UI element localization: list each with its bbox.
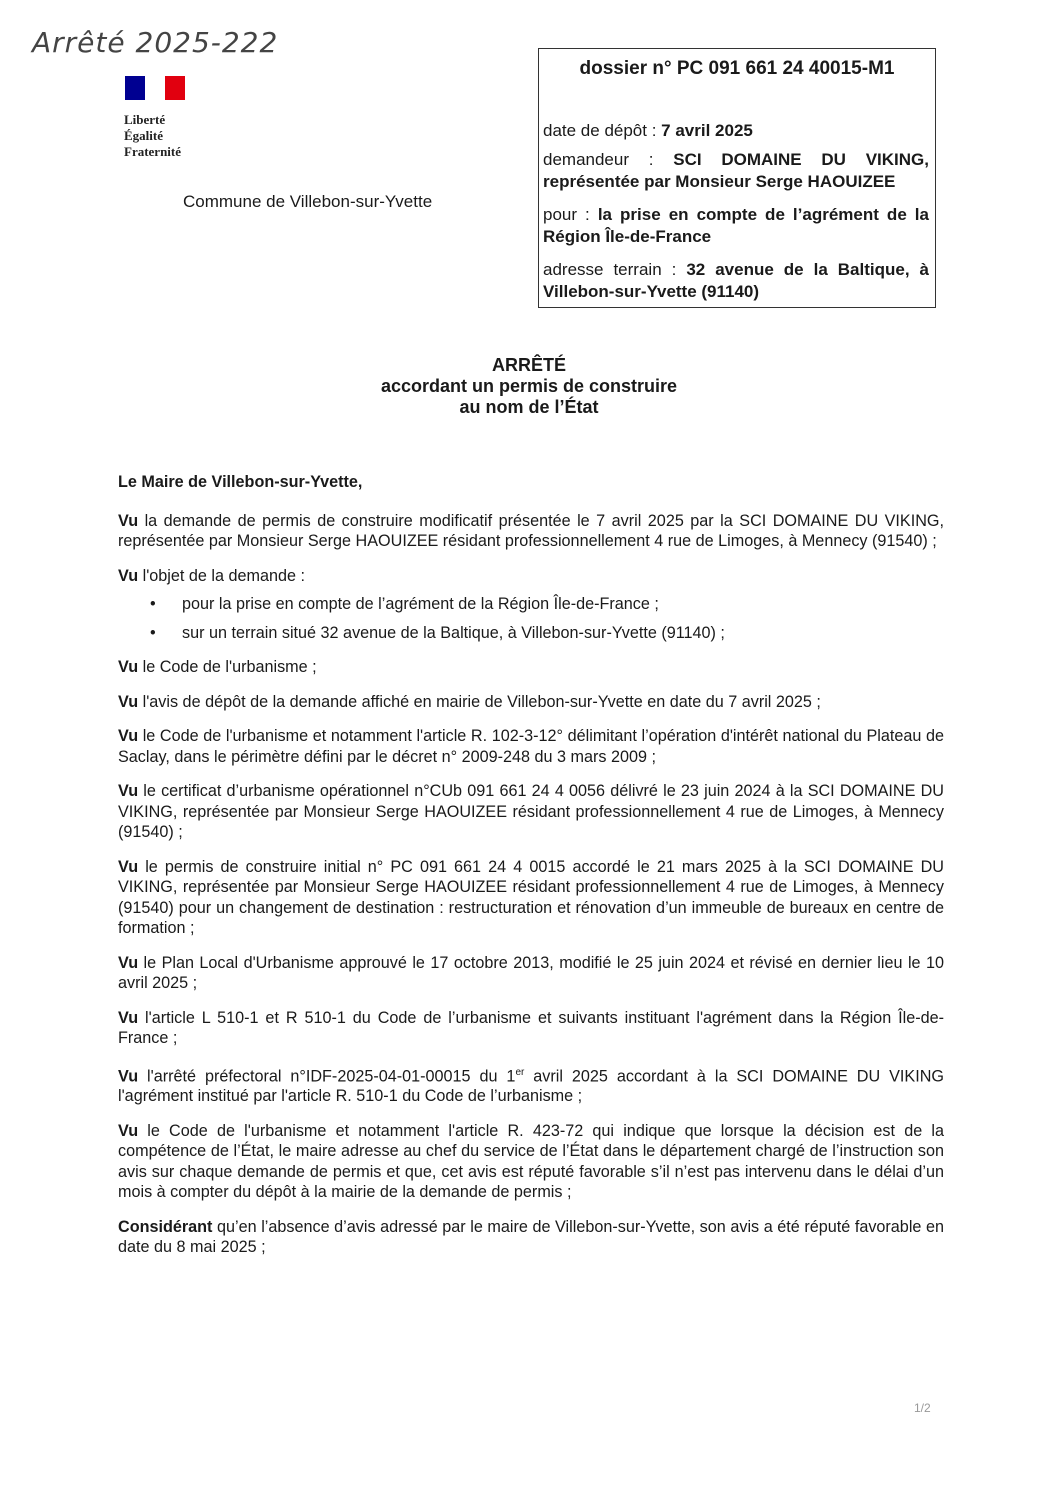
vu-text: le Code de l'urbanisme et notamment l'article R. 423-72 qui indique que lorsque la décision est de la compétence de l’État, le maire adresse au chef du service de l’État dans le département chargé de l’instruction son avis sur chaque demande de permis et que, cet avis est réputé favorable s’il n’est pas intervenu dans le délai d’un mois à compter du dépôt à la mairie de la demande de permis ; [118, 1121, 944, 1202]
vu-text: le Code de l'urbanisme ; [138, 658, 317, 676]
pour-value: la prise en compte de l’agrément de la Région Île-de-France [543, 205, 929, 246]
vu-text: l'article L 510-1 et R 510-1 du Code de l’urbanisme et suivants instituant l'agrément dans la Région Île-de-France ; [118, 1008, 944, 1047]
objet-list [118, 594, 944, 643]
vu-label: Vu [118, 1121, 139, 1140]
vu-text: le Code de l'urbanisme et notamment l'article R. 102-3-12° délimitant l’opération d'intérêt national du Plateau de Saclay, dans le périmètre défini par le décret n° 2009-248 du 3 mars 2009 ; [118, 727, 944, 766]
vu-label: Vu [118, 953, 139, 972]
vu-text: l'arrêté préfectoral n°IDF-2025-04-01-00015 du 1 [138, 1066, 516, 1085]
pour-label: pour : [543, 205, 590, 224]
vu-label: Vu [118, 1008, 139, 1027]
vu-text: avril 2025 accordant à la SCI DOMAINE DU VIKING l'agrément institué par l'article R. 510-1 du Code de l’urbanisme ; [118, 1066, 945, 1106]
adresse-value: 32 avenue de la Baltique, à Villebon-sur-Yvette (91140) [543, 260, 929, 301]
list-item: • sur un terrain situé 32 avenue de la Baltique, à Villebon-sur-Yvette (91140) ; [118, 623, 944, 644]
maire-heading: Le Maire de Villebon-sur-Yvette, [118, 473, 363, 491]
republic-motto [124, 112, 181, 160]
vu-label: Vu [118, 727, 139, 745]
vu-label: Vu [118, 1066, 139, 1085]
commune-name: Commune de Villebon-sur-Yvette [183, 192, 433, 211]
vu-paragraph-1 [118, 511, 944, 552]
vu-text: l'avis de dépôt de la demande affiché en mairie de Villebon-sur-Yvette en date du 7 avril 2025 ; [138, 692, 821, 711]
date-value: 7 avril 2025 [661, 121, 753, 140]
vu-text: le permis de construire initial n° PC 091 661 24 4 0015 accordé le 21 mars 2025 à la SCI DOMAINE DU VIKING, représentée par Monsieur Serge HAOUIZEE résidant professionnellement 4 rue de Limoges, à Mennecy (91540) pour un changement de destination : restructuration et rénovation d’un immeuble de bureaux en centre de formation ; [118, 857, 944, 937]
dossier-demandeur [543, 149, 929, 193]
title-line-3: au nom de l’État [459, 397, 599, 417]
vu-paragraph-3 [118, 657, 944, 678]
motto-egalite: Égalité [124, 128, 163, 143]
vu-paragraph-2 [118, 566, 944, 587]
dossier-date [543, 120, 929, 142]
motto-fraternite: Fraternité [124, 144, 182, 159]
vu-text: le Plan Local d'Urbanisme approuvé le 17 octobre 2013, modifié le 25 juin 2024 et révisé en dernier lieu le 10 avril 2025 ; [118, 953, 944, 992]
vu-paragraph-7 [118, 857, 944, 939]
vu-label: Vu [118, 782, 139, 800]
dossier-number: dossier n° PC 091 661 24 40015-M1 [579, 58, 895, 79]
demandeur-label: demandeur : [543, 150, 654, 169]
arrete-title [0, 355, 1058, 418]
title-line-2: accordant un permis de construire [380, 376, 678, 396]
vu-label: Vu [118, 566, 139, 585]
page-number: 1/2 [914, 1401, 931, 1415]
vu-label: Vu [118, 857, 139, 876]
adresse-label: adresse terrain : [543, 260, 677, 279]
vu-paragraph-6 [118, 781, 944, 843]
vu-text: la demande de permis de construire modificatif présentée le 7 avril 2025 par la SCI DOMAINE DU VIKING, représentée par Monsieur Serge HAOUIZEE résidant professionnellement 4 rue de Limoges, à Mennecy (91540) ; [118, 511, 944, 550]
dossier-pour [543, 204, 929, 248]
motto-liberte: Liberté [124, 112, 166, 127]
vu-paragraph-5 [118, 726, 944, 767]
vu-label: Vu [118, 692, 139, 711]
title-line-1: ARRÊTÉ [491, 355, 566, 375]
arrete-body [118, 472, 944, 1272]
considerant-paragraph [118, 1217, 944, 1258]
marianne-flag-icon [125, 76, 185, 100]
vu-text: le certificat d’urbanisme opérationnel n°CUb 091 661 24 4 0056 délivré le 23 juin 2024 à la SCI DOMAINE DU VIKING, représentée par Monsieur Serge HAOUIZEE résidant professionnellement 4 rue de Limoges, à Mennecy (91540) ; [118, 782, 944, 841]
superscript: er [515, 1066, 525, 1078]
handwritten-note: Arrêté 2025-222 [32, 26, 279, 59]
vu-text: l'objet de la demande : [138, 566, 305, 585]
vu-paragraph-11 [118, 1121, 944, 1203]
considerant-text: qu’en l’absence d’avis adressé par le maire de Villebon-sur-Yvette, son avis a été réputé favorable en date du 8 mai 2025 ; [118, 1217, 944, 1257]
list-item: • pour la prise en compte de l’agrément de la Région Île-de-France ; [118, 594, 944, 615]
demandeur-value: SCI DOMAINE DU VIKING, représentée par Monsieur Serge HAOUIZEE [543, 150, 930, 191]
considerant-label: Considérant [118, 1217, 213, 1236]
vu-paragraph-9 [118, 1008, 944, 1049]
vu-paragraph-4 [118, 692, 944, 713]
vu-label: Vu [118, 511, 139, 530]
vu-label: Vu [118, 658, 139, 676]
date-label: date de dépôt : [543, 121, 657, 140]
vu-paragraph-8 [118, 953, 944, 994]
vu-paragraph-10 [118, 1063, 944, 1107]
dossier-adresse [543, 259, 929, 303]
